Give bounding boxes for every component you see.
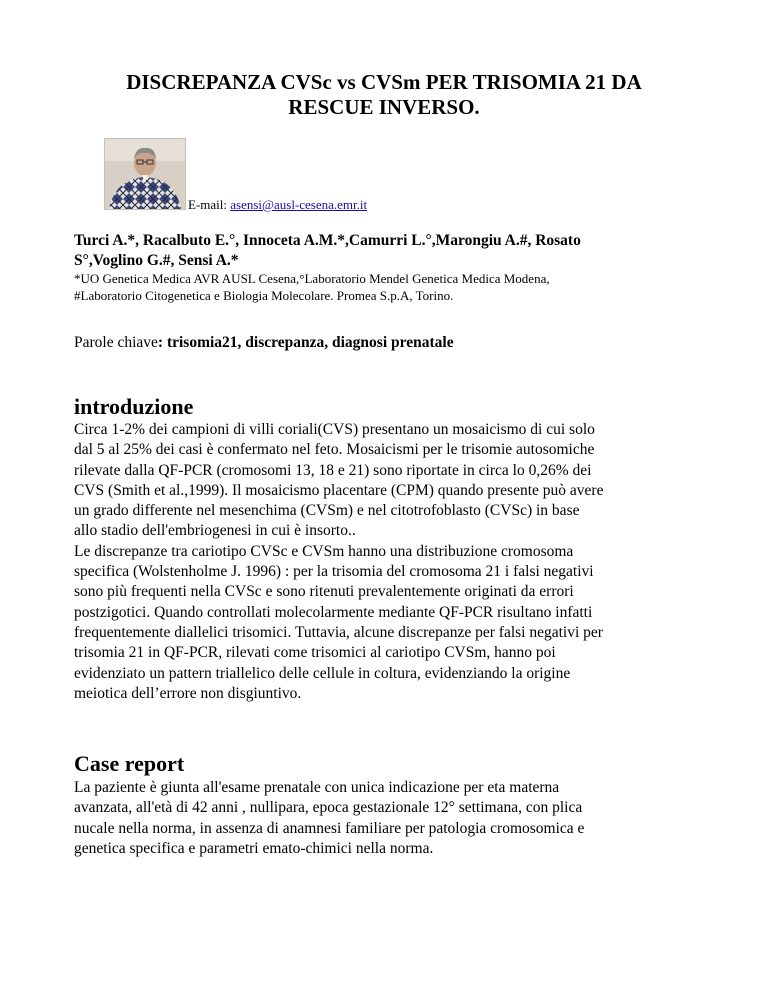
introduction-body: [74, 420, 603, 704]
section-heading-case-report: Case report: [74, 751, 185, 776]
paragraph-line: Circa 1-2% dei campioni di villi coriali(CVS) presentano un mosaicismo di cui solo: [74, 421, 595, 438]
email-label: E-mail:: [188, 197, 227, 212]
section-heading-introduction: introduzione: [74, 394, 194, 419]
paragraph-line: avanzata, all'età di 42 anni , nullipara, epoca gestazionale 12° settimana, con plica: [74, 799, 583, 817]
paragraph-line: trisomia 21 in QF-PCR, rilevati come trisomici al cariotipo CVSm, hanno poi: [74, 644, 556, 662]
paragraph-line: postzigotici. Quando controllati molecolarmente mediante QF-PCR risultano infatti: [74, 603, 593, 621]
document-title: [70, 70, 698, 120]
paragraph-line: allo stadio dell'embriogenesi in cui è insorto..: [74, 522, 356, 540]
authors-line-2: S°,Voglino G.#, Sensi A.*: [74, 252, 239, 269]
paragraph-line: La paziente è giunta all'esame prenatale con unica indicazione per eta materna: [74, 779, 560, 796]
paragraph-line: un grado differente nel mesenchima (CVSm) e nel citotrofoblasto (CVSc) in base: [74, 502, 580, 520]
paragraph-line: sono più frequenti nella CVSc e sono ritenuti prevalentemente originati da errori: [74, 583, 574, 601]
contact-email: [188, 197, 367, 213]
paragraph-line: CVS (Smith et al.,1999). Il mosaicismo placentare (CPM) quando presente può avere: [74, 481, 604, 499]
paragraph-line: Le discrepanze tra cariotipo CVSc e CVSm hanno una distribuzione cromosoma: [74, 542, 574, 560]
title-line-1: DISCREPANZA CVSc vs CVSm PER TRISOMIA 21 DA: [126, 70, 642, 94]
paragraph-line: meiotica dell’errore non disgiuntivo.: [74, 684, 302, 702]
author-photo-image: [105, 139, 185, 209]
paragraph-line: genetica specifica e parametri emato-chimici nella norma.: [74, 839, 434, 857]
keywords: [74, 334, 454, 352]
email-link[interactable]: asensi@ausl-cesena.emr.it: [230, 197, 368, 212]
affiliation-line-2: #Laboratorio Citogenetica e Biologia Molecolare. Promea S.p.A, Torino.: [74, 288, 454, 303]
paragraph-line: frequentemente diallelici trisomici. Tuttavia, alcune discrepanze per falsi negativi per: [74, 623, 603, 641]
affiliations: [74, 270, 550, 304]
authors: [74, 231, 581, 271]
paragraph-line: specifica (Wolstenholme J. 1996) : per la trisomia del cromosoma 21 i falsi negativi: [74, 563, 594, 581]
case-report-body: [74, 778, 584, 859]
paragraph-line: nucale nella norma, in assenza di anamnesi familiare per patologia cromosomica e: [74, 819, 585, 837]
affiliation-line-1: *UO Genetica Medica AVR AUSL Cesena,°Laboratorio Mendel Genetica Medica Modena,: [74, 271, 550, 286]
paragraph-line: dal 5 al 25% dei casi è confermato nel feto. Mosaicismi per le trisomie autosomiche: [74, 441, 595, 459]
keywords-value: : trisomia21, discrepanza, diagnosi prenatale: [157, 334, 454, 351]
title-line-2: RESCUE INVERSO.: [288, 95, 480, 119]
authors-line-1: Turci A.*, Racalbuto E.°, Innoceta A.M.*,Camurri L.°,Marongiu A.#, Rosato: [74, 232, 581, 249]
paragraph-line: evidenziato un pattern triallelico delle cellule in coltura, evidenziando la origine: [74, 664, 571, 682]
keywords-label: Parole chiave: [74, 334, 158, 351]
author-photo: [104, 138, 186, 210]
paragraph-line: rilevate dalla QF-PCR (cromosomi 13, 18 e 21) sono riportate in circa lo 0,26% dei: [74, 461, 592, 479]
